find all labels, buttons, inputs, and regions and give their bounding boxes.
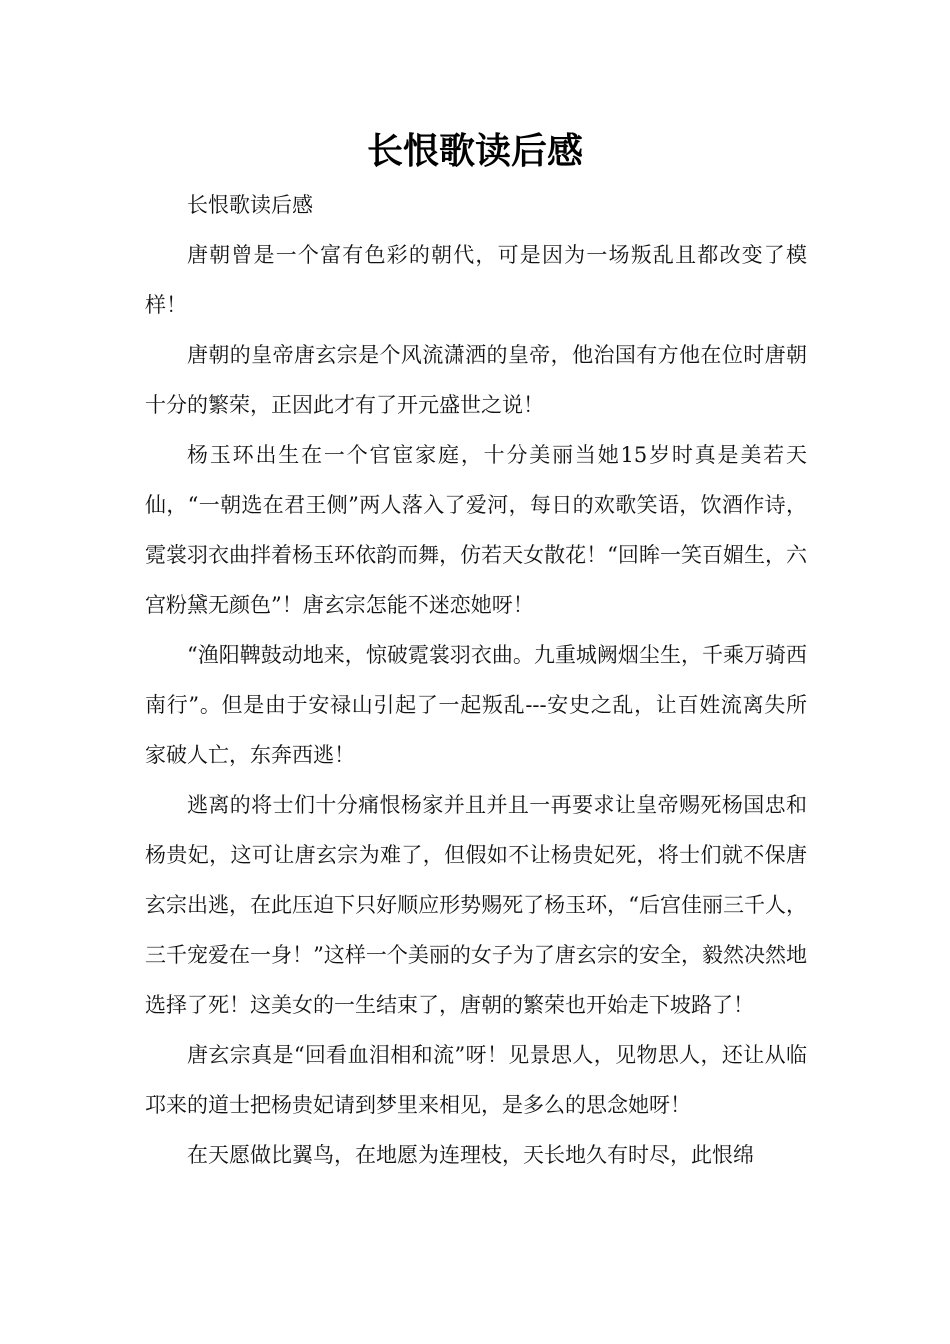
- document-title: 长恨歌读后感: [366, 131, 583, 172]
- document-body: [145, 180, 807, 1180]
- paragraph: 在天愿做比翼鸟，在地愿为连理枝，天长地久有时尽，此恨绵: [187, 1143, 754, 1167]
- paragraph: 长恨歌读后感: [187, 193, 313, 217]
- paragraph: 唐朝的皇帝唐玄宗是个风流潇洒的皇帝，他治国有方他在位时唐朝十分的繁荣，正因此才有了开元盛世之说！: [145, 343, 807, 417]
- paragraph: 逃离的将士们十分痛恨杨家并且并且一再要求让皇帝赐死杨国忠和杨贵妃，这可让唐玄宗为难了，但假如不让杨贵妃死，将士们就不保唐玄宗出逃，在此压迫下只好顺应形势赐死了杨玉环，“后宫佳丽三千人，三千宠爱在一身！”这样一个美丽的女子为了唐玄宗的安全，毅然决然地选择了死！这美女的一生结束了，唐朝的繁荣也开始走下坡路了！: [145, 793, 807, 1017]
- paragraph: 唐朝曾是一个富有色彩的朝代，可是因为一场叛乱且都改变了模样！: [145, 243, 807, 317]
- paragraph: 杨玉环出生在一个官宦家庭，十分美丽当她15岁时真是美若天仙，“一朝选在君王侧”两人落入了爱河，每日的欢歌笑语，饮酒作诗，霓裳羽衣曲拌着杨玉环依韵而舞，仿若天女散花！“回眸一笑百媚生，六宫粉黛无颜色”！唐玄宗怎能不迷恋她呀！: [145, 443, 807, 617]
- paragraph: 唐玄宗真是“回看血泪相和流”呀！见景思人，见物思人，还让从临邛来的道士把杨贵妃请到梦里来相见，是多么的思念她呀！: [145, 1043, 807, 1117]
- paragraph: “渔阳鞞鼓动地来，惊破霓裳羽衣曲。九重城阙烟尘生，千乘万骑西南行”。但是由于安禄山引起了一起叛乱---安史之乱，让百姓流离失所家破人亡，东奔西逃！: [145, 643, 807, 767]
